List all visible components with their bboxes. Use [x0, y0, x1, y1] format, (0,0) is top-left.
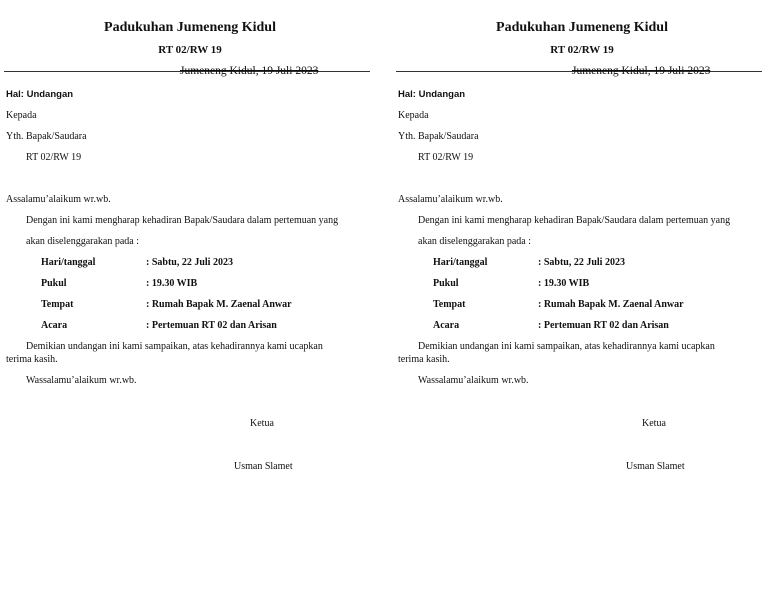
- recipient-name: Yth. Bapak/Saudara: [6, 131, 87, 142]
- letter-date: Jumeneng Kidul, 19 Juli 2023: [180, 65, 319, 77]
- letter-subject: Hal: Undangan: [6, 89, 74, 100]
- letter-title: Padukuhan Jumeneng Kidul: [104, 20, 276, 35]
- letter-date: Jumeneng Kidul, 19 Juli 2023: [572, 65, 711, 77]
- greeting: Assalamu’alaikum wr.wb.: [6, 194, 111, 205]
- detail-value-event: : Pertemuan RT 02 dan Arisan: [146, 320, 277, 331]
- closing-line-2: terima kasih.: [6, 354, 58, 365]
- detail-value-date: : Sabtu, 22 Juli 2023: [146, 257, 233, 268]
- detail-value-date: : Sabtu, 22 Juli 2023: [538, 257, 625, 268]
- invitation-letter-right: [396, 0, 768, 594]
- detail-value-place: : Rumah Bapak M. Zaenal Anwar: [146, 299, 292, 310]
- intro-line-2: akan diselenggarakan pada :: [418, 236, 532, 247]
- signature-name: Usman Slamet: [234, 461, 293, 472]
- signature-name: Usman Slamet: [626, 461, 685, 472]
- detail-value-time: : 19.30 WIB: [146, 278, 198, 289]
- intro-line-2: akan diselenggarakan pada :: [26, 236, 140, 247]
- recipient-to: Kepada: [6, 110, 37, 121]
- detail-label-event: Acara: [433, 320, 460, 331]
- detail-label-time: Pukul: [433, 278, 459, 289]
- detail-value-time: : 19.30 WIB: [538, 278, 590, 289]
- farewell: Wassalamu’alaikum wr.wb.: [26, 375, 137, 386]
- intro-line-1: Dengan ini kami mengharap kehadiran Bapak/Saudara dalam pertemuan yang: [418, 215, 731, 226]
- detail-label-date: Hari/tanggal: [433, 257, 488, 268]
- invitation-letter-left: [4, 0, 376, 594]
- recipient-address: RT 02/RW 19: [418, 152, 474, 163]
- closing-line-1: Demikian undangan ini kami sampaikan, atas kehadirannya kami ucapkan: [26, 341, 323, 352]
- intro-line-1: Dengan ini kami mengharap kehadiran Bapak/Saudara dalam pertemuan yang: [26, 215, 339, 226]
- signature-role: Ketua: [642, 418, 666, 429]
- signature-role: Ketua: [250, 418, 274, 429]
- detail-label-event: Acara: [41, 320, 68, 331]
- detail-label-time: Pukul: [41, 278, 67, 289]
- farewell: Wassalamu’alaikum wr.wb.: [418, 375, 529, 386]
- letter-title: Padukuhan Jumeneng Kidul: [496, 20, 668, 35]
- detail-label-date: Hari/tanggal: [41, 257, 96, 268]
- letter-subject: Hal: Undangan: [398, 89, 466, 100]
- closing-line-2: terima kasih.: [398, 354, 450, 365]
- detail-label-place: Tempat: [41, 299, 74, 310]
- recipient-address: RT 02/RW 19: [26, 152, 82, 163]
- recipient-to: Kepada: [398, 110, 429, 121]
- detail-value-place: : Rumah Bapak M. Zaenal Anwar: [538, 299, 684, 310]
- recipient-name: Yth. Bapak/Saudara: [398, 131, 479, 142]
- detail-value-event: : Pertemuan RT 02 dan Arisan: [538, 320, 669, 331]
- closing-line-1: Demikian undangan ini kami sampaikan, atas kehadirannya kami ucapkan: [418, 341, 715, 352]
- letter-subtitle: RT 02/RW 19: [158, 44, 222, 56]
- greeting: Assalamu’alaikum wr.wb.: [398, 194, 503, 205]
- detail-label-place: Tempat: [433, 299, 466, 310]
- letter-subtitle: RT 02/RW 19: [550, 44, 614, 56]
